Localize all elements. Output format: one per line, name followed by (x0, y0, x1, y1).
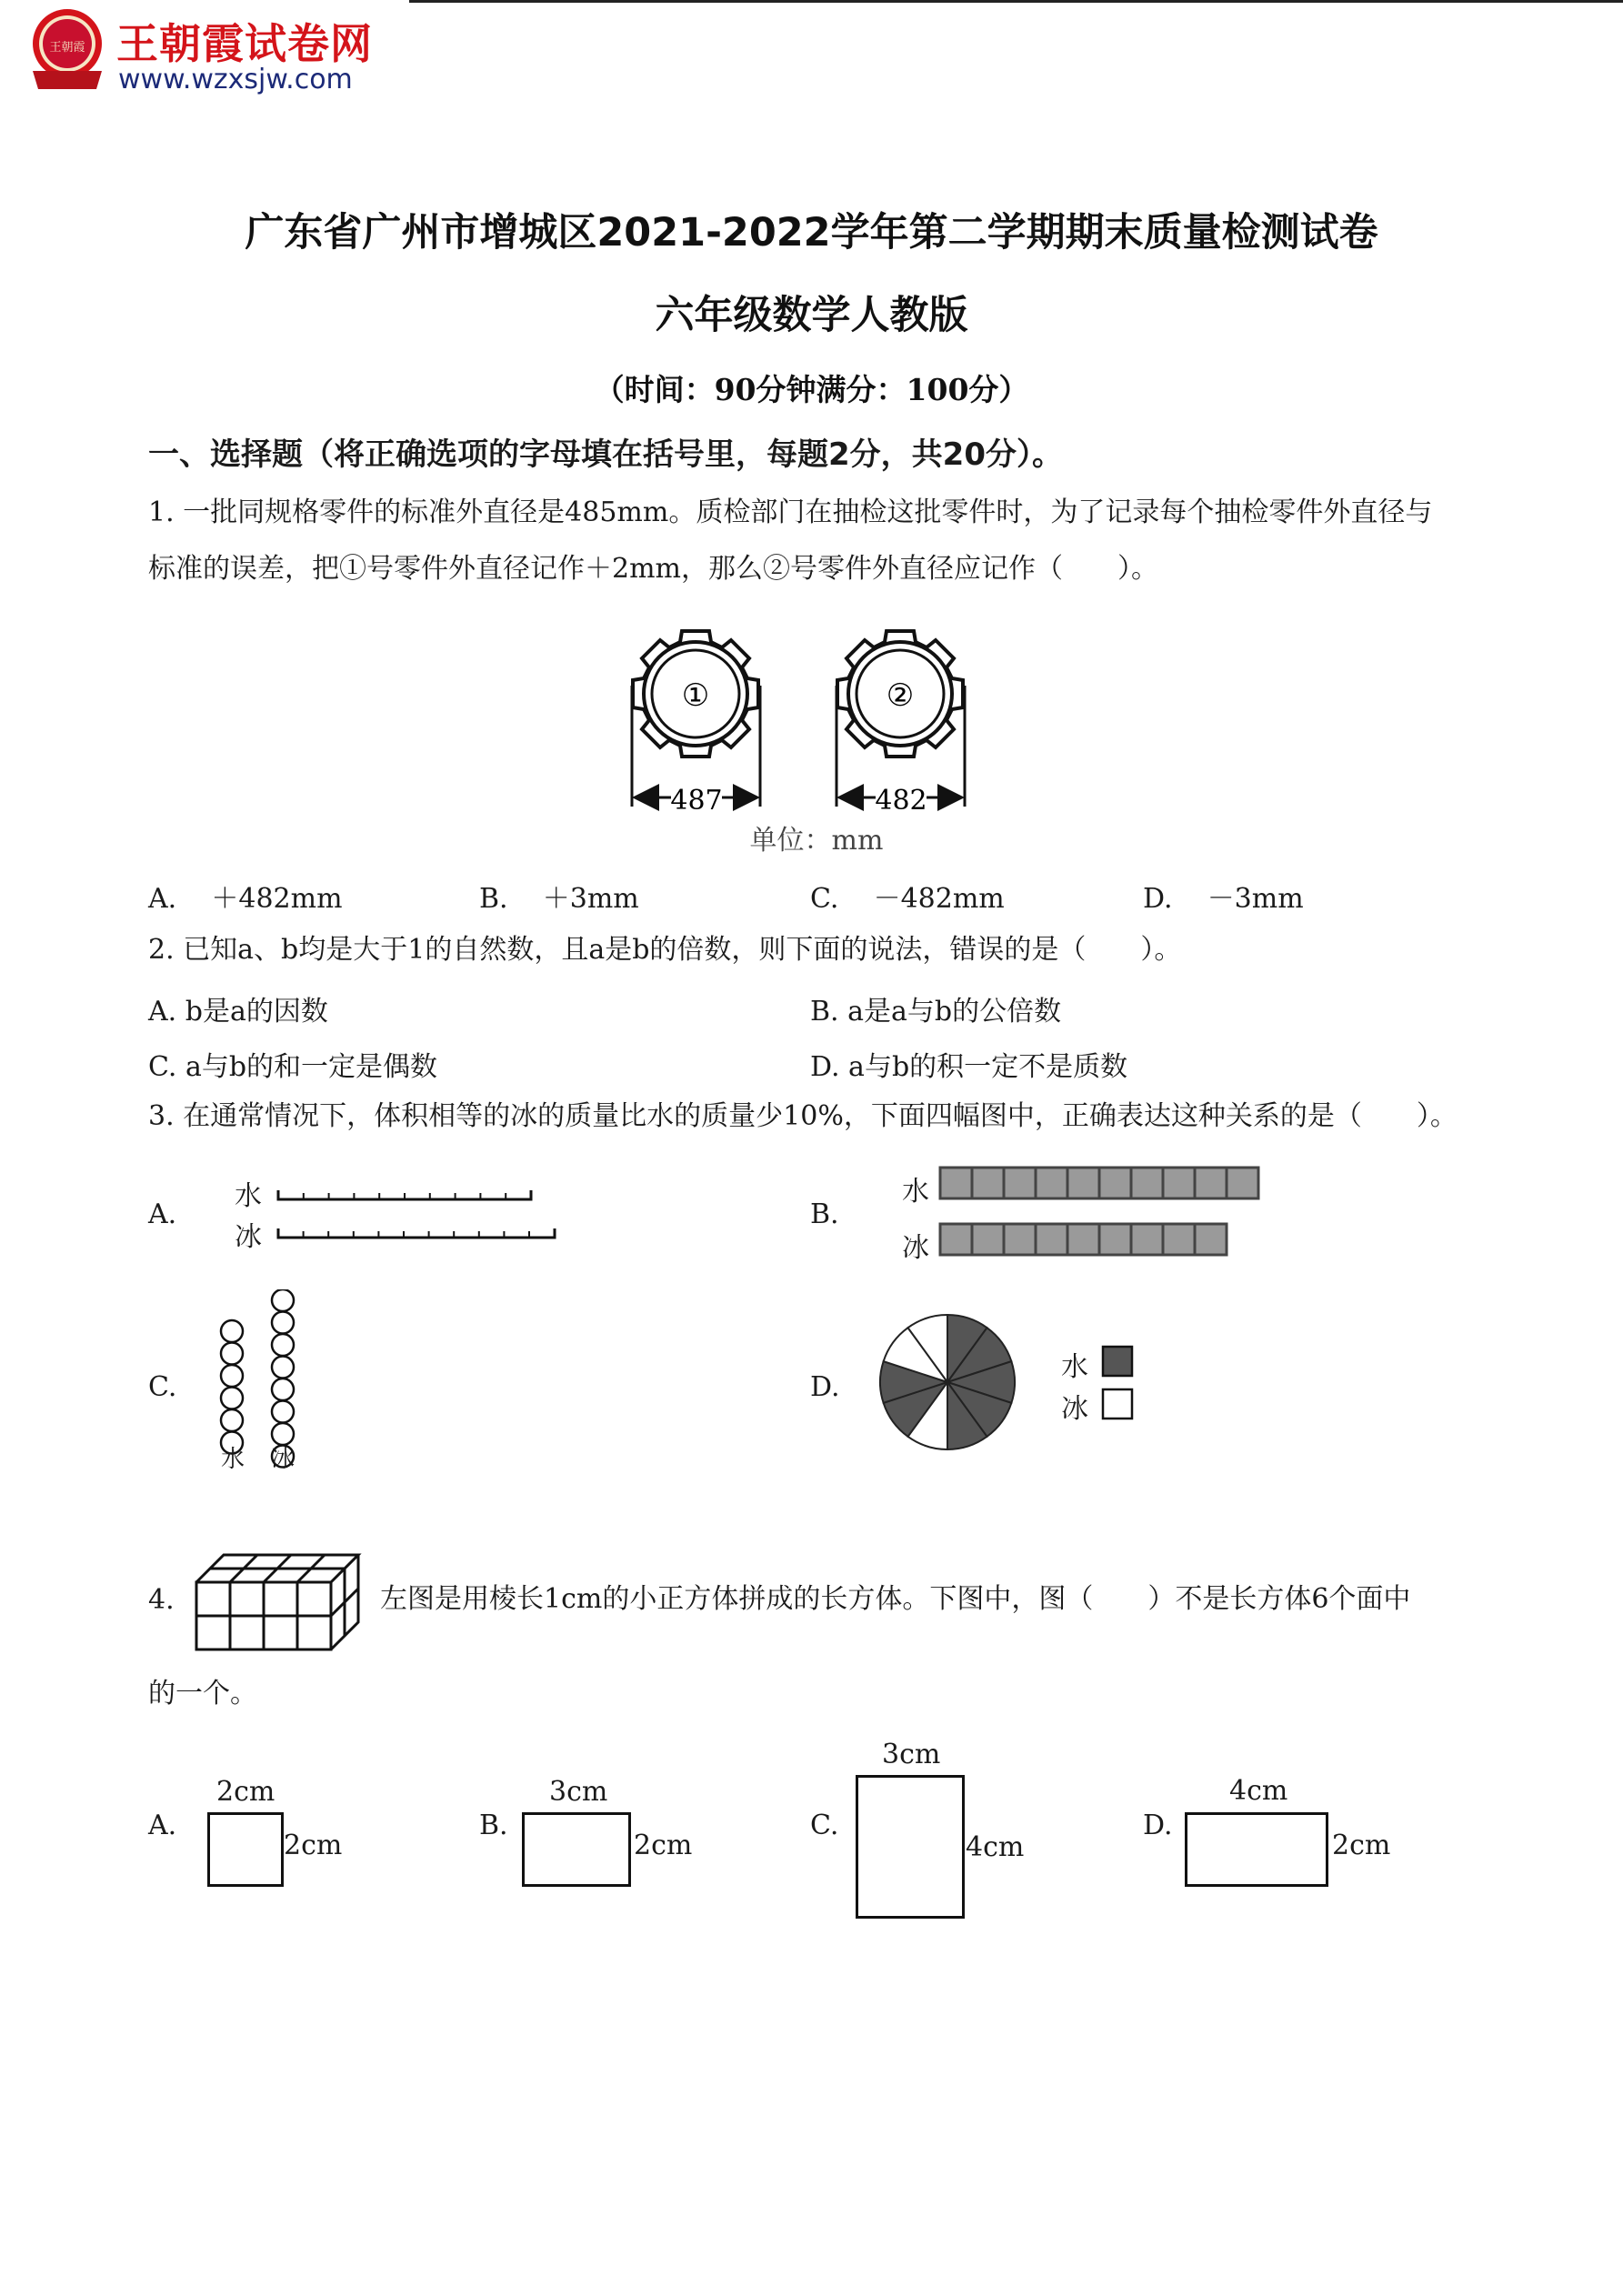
ice-circle (272, 1379, 294, 1400)
water-bar-cell (1036, 1168, 1067, 1198)
water-bar-cell (1099, 1168, 1131, 1198)
water-bar-cell (940, 1168, 972, 1198)
page-subtitle: 六年级数学人教版 (655, 293, 968, 338)
q4b-side-dim: 2cm (634, 1830, 693, 1861)
ice-bar-cell (1131, 1224, 1163, 1255)
water-circle (221, 1365, 243, 1387)
q4d-top-dim: 4cm (1229, 1775, 1288, 1807)
q3-stem: 3. 在通常情况下，体积相等的冰的质量比水的质量少10%，下面四幅图中，正确表达这种关系的是（ ）。 (148, 1100, 1458, 1132)
gear-2-diameter: 482 (875, 785, 927, 817)
ice-bar-cell (1004, 1224, 1036, 1255)
q4c-top-dim: 3cm (882, 1739, 941, 1770)
ice-circle (272, 1357, 294, 1379)
q3d-pie-diagram (875, 1309, 1020, 1455)
water-bar-cell (972, 1168, 1004, 1198)
ice-bar-cell (940, 1224, 972, 1255)
q4-option-b[interactable]: B. (479, 1810, 508, 1841)
gear-2-label: ② (886, 677, 915, 714)
q3a-water-label: 水 (235, 1180, 262, 1212)
q4-option-a[interactable]: A. (148, 1810, 177, 1841)
q1-option-c[interactable]: C. －482mm (810, 883, 1005, 915)
gear-2-icon (837, 631, 965, 807)
q3b-ice-label: 冰 (902, 1232, 929, 1264)
water-bar-cell (1227, 1168, 1258, 1198)
water-bar-cell (1163, 1168, 1195, 1198)
q1-option-d[interactable]: D. －3mm (1143, 883, 1304, 915)
q4b-rectangle (522, 1812, 631, 1887)
water-circle (221, 1409, 243, 1431)
water-bar-cell (1195, 1168, 1227, 1198)
q1-line1: 1. 一批同规格零件的标准外直径是485mm。质检部门在抽检这批零件时，为了记录每个抽检零件外直径与 (148, 496, 1433, 528)
q3-option-a[interactable]: A. (148, 1198, 177, 1230)
q4-number: 4. (148, 1584, 175, 1616)
gear-1-label: ① (681, 677, 710, 714)
q3b-bar-diagram (937, 1164, 1273, 1264)
brand-url[interactable]: www.wzxsjw.com (118, 64, 353, 95)
q4c-rectangle (856, 1775, 965, 1919)
q4d-side-dim: 2cm (1332, 1830, 1391, 1861)
ice-bar-cell (1036, 1224, 1067, 1255)
q1-option-b[interactable]: B. ＋3mm (479, 883, 639, 915)
q3c-water-label: 水 (221, 1446, 245, 1473)
ice-circle (272, 1401, 294, 1423)
logo-lettering: 王朝霞 (49, 41, 85, 55)
q1-option-a[interactable]: A. ＋482mm (148, 883, 343, 915)
q3b-water-label: 水 (902, 1176, 929, 1208)
ice-bar-cell (1067, 1224, 1099, 1255)
ice-circle (272, 1289, 294, 1311)
q4c-side-dim: 4cm (966, 1831, 1025, 1863)
ice-bar-cell (972, 1224, 1004, 1255)
q2-option-a[interactable]: A. b是a的因数 (148, 996, 328, 1028)
q1-line2: 标准的误差，把①号零件外直径记作＋2mm，那么②号零件外直径应记作（ ）。 (148, 553, 1158, 585)
page-title: 广东省广州市增城区2021-2022学年第二学期期末质量检测试卷 (245, 210, 1378, 256)
logo-badge-icon (27, 7, 107, 95)
water-circle (221, 1343, 243, 1365)
q4-option-d[interactable]: D. (1143, 1810, 1173, 1841)
ice-circle (272, 1334, 294, 1356)
q4a-square (207, 1812, 284, 1887)
brand-name[interactable]: 王朝霞试卷网 (116, 19, 373, 68)
q2-option-b[interactable]: B. a是a与b的公倍数 (810, 996, 1062, 1028)
q3-option-c[interactable]: C. (148, 1371, 177, 1403)
q2-option-c[interactable]: C. a与b的和一定是偶数 (148, 1051, 438, 1083)
q4-text-line1: 左图是用棱长1cm的小正方体拼成的长方体。下图中，图（ ）不是长方体6个面中 (380, 1583, 1411, 1615)
ice-bar-cell (1163, 1224, 1195, 1255)
q2-option-d[interactable]: D. a与b的积一定不是质数 (810, 1051, 1128, 1083)
q4a-side-dim: 2cm (284, 1830, 343, 1861)
ice-bar-cell (1099, 1224, 1131, 1255)
time-info: （时间：90分钟满分：100分） (594, 372, 1029, 407)
q3c-ice-label: 冰 (271, 1446, 296, 1473)
section-heading: 一、选择题（将正确选项的字母填在括号里，每题2分，共20分）。 (148, 436, 1063, 473)
legend-water-swatch (1103, 1347, 1132, 1376)
q4b-top-dim: 3cm (549, 1776, 608, 1808)
q4a-top-dim: 2cm (216, 1776, 276, 1808)
ice-circle (272, 1312, 294, 1334)
q3-option-b[interactable]: B. (810, 1198, 839, 1230)
q4-option-c[interactable]: C. (810, 1810, 839, 1841)
q3d-legend (1100, 1344, 1137, 1426)
q3-option-d[interactable]: D. (810, 1371, 840, 1403)
legend-ice-swatch (1103, 1389, 1132, 1419)
water-circle (221, 1320, 243, 1342)
q3a-ice-label: 冰 (235, 1221, 262, 1253)
water-circle (221, 1388, 243, 1409)
q4d-rectangle (1185, 1812, 1328, 1887)
water-bar-cell (1131, 1168, 1163, 1198)
q3d-ice-label: 冰 (1061, 1393, 1088, 1425)
q1-gear-figure (627, 611, 1009, 857)
q3d-water-label: 水 (1061, 1351, 1088, 1383)
water-bar-cell (1004, 1168, 1036, 1198)
ice-bar-cell (1195, 1224, 1227, 1255)
water-bar-cell (1067, 1168, 1099, 1198)
top-rule (409, 0, 1623, 3)
q3a-ruler-diagram (273, 1178, 564, 1250)
figure-unit: 单位：mm (749, 825, 884, 857)
q2-stem: 2. 已知a、b均是大于1的自然数，且a是b的倍数，则下面的说法，错误的是（ ）。 (148, 934, 1182, 966)
q4-cuboid-figure (191, 1546, 364, 1655)
q4-text-line2: 的一个。 (148, 1678, 257, 1709)
gear-1-diameter: 487 (670, 785, 723, 817)
